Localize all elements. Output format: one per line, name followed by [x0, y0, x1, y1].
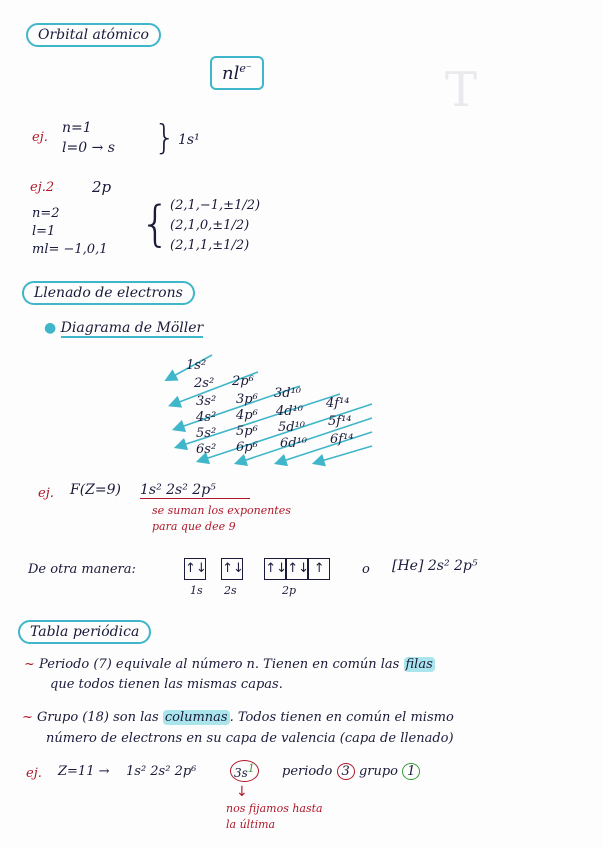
moller-5s: 5s²: [196, 426, 217, 441]
moller-6d: 6d¹⁰: [280, 436, 308, 451]
ex4-circled-orbital: [230, 760, 259, 782]
periodo-highlight: filas: [405, 657, 433, 672]
ex3-note-1: se suman los exponentes: [152, 504, 291, 517]
ex1-n: n=1: [62, 120, 92, 136]
noble-config: [He] 2s² 2p⁵: [392, 558, 478, 574]
moller-3s: 3s²: [196, 394, 217, 409]
moller-3d: 3d¹⁰: [274, 386, 302, 401]
section3-pill: [18, 620, 151, 644]
orbital-box: ↑↓: [221, 558, 243, 580]
moller-4p: 4p⁶: [236, 408, 258, 423]
ex4-periodo-label: periodo: [282, 764, 333, 779]
ex2-brace: {: [140, 196, 171, 252]
moller-5d: 5d¹⁰: [278, 420, 306, 435]
ex1-brace: }: [154, 118, 176, 158]
moller-6s: 6s²: [196, 442, 217, 457]
ex3-element: F(Z=9): [70, 482, 122, 498]
ex3-underbrace: [140, 498, 250, 499]
moller-4s: 4s²: [196, 410, 217, 425]
grupo-highlight: columnas: [164, 710, 228, 725]
grupo-line-2: número de electrons en su capa de valencia (capa de llenado): [46, 731, 454, 746]
ex4-note-1: nos fijamos hasta: [226, 802, 323, 815]
orbital-box: ↑↓: [184, 558, 206, 580]
ex4-element: Z=11 →: [58, 764, 110, 779]
grupo-text-b: . Todos tienen en común el mismo: [229, 710, 454, 725]
periodo-line-1: ~ Periodo (7) equivale al número n. Tienen en común las filas: [24, 657, 433, 672]
ex4-grupo-label: grupo: [358, 764, 398, 779]
moller-4d: 4d¹⁰: [276, 404, 304, 419]
ex3-prefix: ej.: [38, 486, 54, 501]
section3-title: Tabla periódica: [30, 624, 140, 640]
page-title: Orbital atómico: [38, 27, 149, 43]
box-group-2s: [221, 557, 243, 580]
ex2-set-3: (2,1,1,±1/2): [170, 238, 250, 253]
formula: nl: [222, 63, 240, 84]
ex4-note-2: la última: [226, 818, 276, 831]
moller-5f: 5f¹⁴: [328, 414, 352, 429]
ex4-circle-sup: 1: [247, 762, 255, 775]
box-label-2p: 2p: [282, 584, 297, 597]
ex4-prefix: ej.: [26, 766, 42, 781]
moller-1s: 1s²: [186, 358, 207, 373]
ex2-prefix: ej.2: [30, 180, 55, 195]
ex3-config: 1s² 2s² 2p⁵: [140, 482, 216, 498]
ex2-l: l=1: [32, 224, 56, 239]
moller-5p: 5p⁶: [236, 424, 258, 439]
box-label-2s: 2s: [224, 584, 237, 597]
section2-title: Llenado de electrons: [34, 285, 183, 301]
grupo-line-1: ~ Grupo (18) son las columnas . Todos tienen en común el mismo: [22, 710, 454, 725]
moller-2s: 2s²: [194, 376, 215, 391]
moller-6p: 6p⁶: [236, 440, 258, 455]
ex1-l: l=0 → s: [62, 140, 115, 156]
ex4-circle-label: 3s: [234, 766, 248, 780]
ex4-arrow: ↓: [236, 784, 248, 800]
ghost-mark: T: [445, 62, 478, 118]
ex1-prefix: ej.: [32, 130, 48, 145]
ex1-result: 1s¹: [178, 132, 200, 148]
periodo-line-2: que todos tienen las mismas capas.: [50, 677, 283, 692]
ex2-set-1: (2,1,−1,±1/2): [170, 198, 261, 213]
moller-4f: 4f¹⁴: [326, 396, 350, 411]
other-or: o: [362, 562, 370, 577]
moller-6f: 6f¹⁴: [330, 432, 354, 447]
box-label-1s: 1s: [190, 584, 203, 597]
periodo-text: Periodo (7) equivale al número n. Tienen en común las: [39, 657, 404, 672]
ex2-n: n=2: [32, 206, 60, 221]
box-group-1s: [184, 557, 206, 580]
bullet-item: ● Diagrama de Möller: [44, 320, 204, 336]
orbital-box: ↑↓: [264, 558, 286, 580]
ex3-note-2: para que dee 9: [152, 520, 236, 533]
grupo-text: Grupo (18) son las: [37, 710, 163, 725]
orbital-box: ↑↓: [286, 558, 308, 580]
orbital-box: ↑: [308, 558, 330, 580]
box-group-2p: [264, 557, 330, 580]
formula-sup: e⁻: [239, 62, 252, 75]
other-label: De otra manera:: [28, 562, 136, 577]
ex4-grupo-num: 1: [402, 763, 420, 780]
ex2-orbital: 2p: [92, 178, 112, 196]
ex4-periodo-num: 3: [337, 763, 355, 780]
moller-2p: 2p⁶: [232, 374, 254, 389]
ex4-periodo: [282, 764, 420, 779]
ex2-ml: ml= −1,0,1: [32, 242, 108, 257]
orbital-boxes: [184, 557, 340, 580]
ex4-config: 1s² 2s² 2p⁶: [126, 764, 197, 779]
bullet-label: Diagrama de Möller: [60, 320, 204, 336]
moller-3p: 3p⁶: [236, 392, 258, 407]
ex2-set-2: (2,1,0,±1/2): [170, 218, 250, 233]
